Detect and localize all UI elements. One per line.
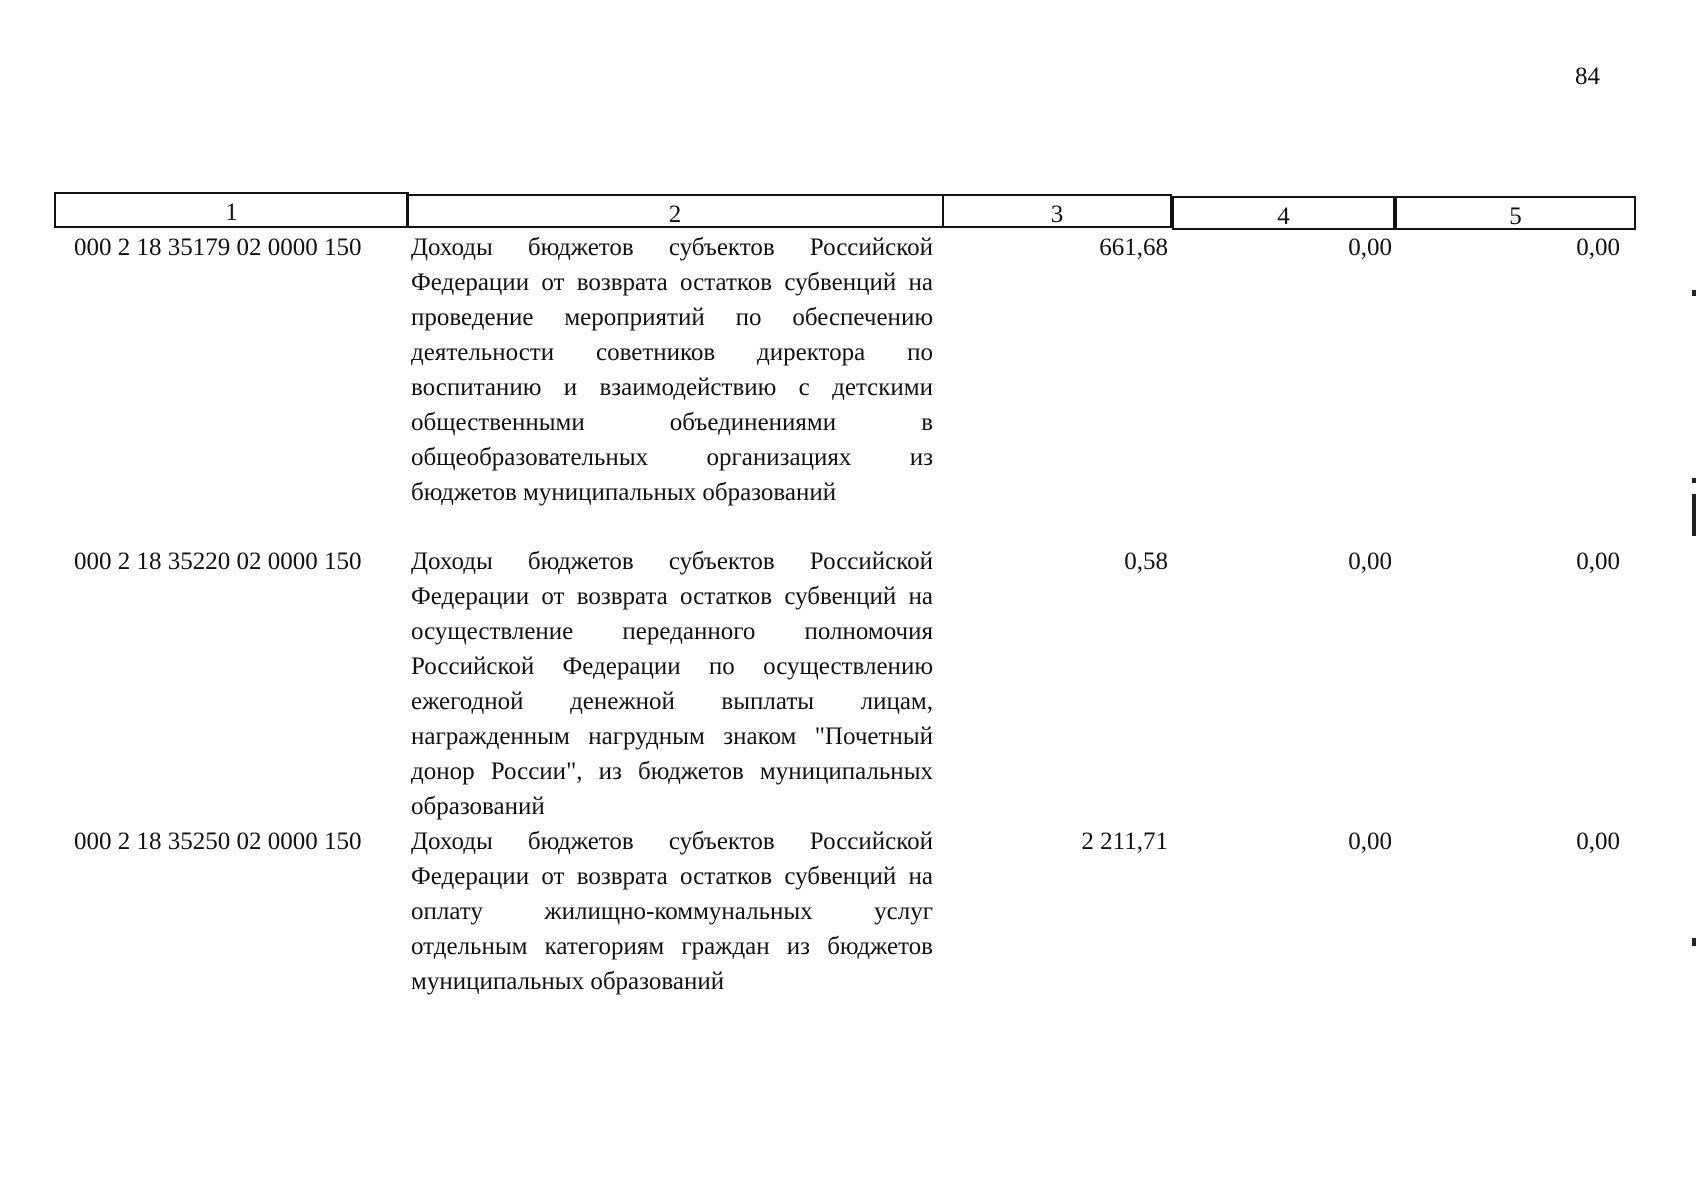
amount-col4: 0,00 <box>1348 234 1392 261</box>
column-header-3: 3 <box>942 194 1172 228</box>
amount-col4: 0,00 <box>1348 548 1392 575</box>
scan-edge-mark <box>1692 494 1696 536</box>
amount-col3: 2 211,71 <box>1081 828 1168 855</box>
scan-edge-mark <box>1692 478 1696 483</box>
column-header-2: 2 <box>406 194 944 228</box>
page-number: 84 <box>1575 63 1600 90</box>
budget-code: 000 2 18 35250 02 0000 150 <box>74 828 362 855</box>
amount-col3: 0,58 <box>1124 548 1168 575</box>
income-description: Доходы бюджетов субъектов Российской Федерации от возврата остатков субвенций на оплату жилищно-коммунальных услуг отдельным категориям граждан из бюджетов муниципальных образований <box>411 828 933 995</box>
column-header-1: 1 <box>54 192 409 228</box>
column-header-4: 4 <box>1172 196 1395 230</box>
income-description: Доходы бюджетов субъектов Российской Федерации от возврата остатков субвенций на проведение мероприятий по обеспечению деятельности советников директора по воспитанию и взаимодействию с детскими общественными объединениями в общеобразовательных организациях из бюджетов муниципальных образований <box>411 234 933 506</box>
amount-col5: 0,00 <box>1576 548 1620 575</box>
amount-col3: 661,68 <box>1099 234 1168 261</box>
income-description: Доходы бюджетов субъектов Российской Федерации от возврата остатков субвенций на осуществление переданного полномочия Российской Федерации по осуществлению ежегодной денежной выплаты лицам, награжденным нагрудным знаком "Почетный донор России", из бюджетов муниципальных образований <box>411 548 933 820</box>
amount-col5: 0,00 <box>1576 234 1620 261</box>
budget-code: 000 2 18 35179 02 0000 150 <box>74 234 362 261</box>
column-header-5: 5 <box>1395 196 1636 230</box>
budget-code: 000 2 18 35220 02 0000 150 <box>74 548 362 575</box>
scan-edge-mark <box>1692 290 1696 296</box>
amount-col5: 0,00 <box>1576 828 1620 855</box>
amount-col4: 0,00 <box>1348 828 1392 855</box>
scan-edge-mark <box>1692 938 1696 946</box>
